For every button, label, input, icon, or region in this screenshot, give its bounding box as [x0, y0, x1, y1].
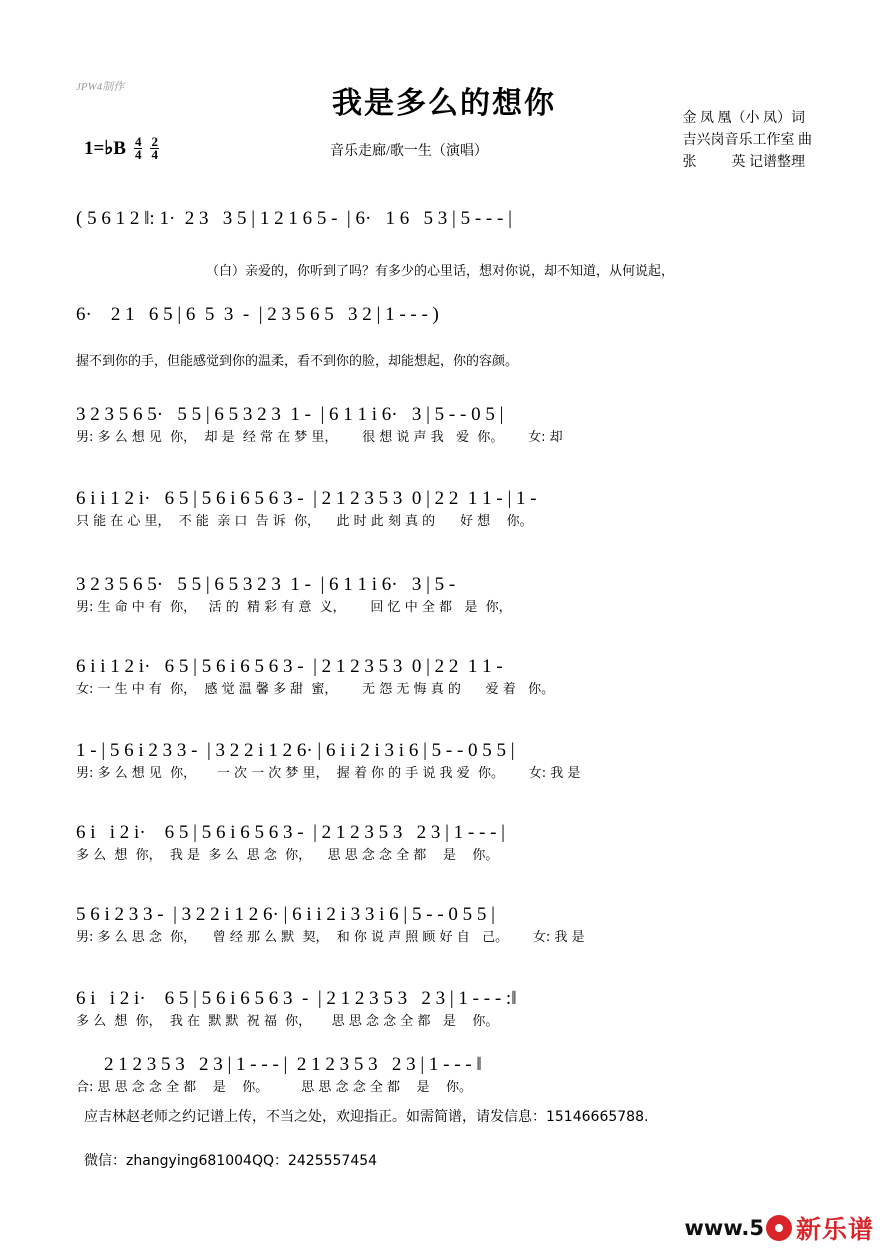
credit-composer: 吉兴岗音乐工作室 曲 [682, 133, 812, 148]
lyric-line: 男: 多 么 想 见 你， 一 次 一 次 梦 里， 握 着 你 的 手 说 我 爱 你。 女: 我 是 [76, 766, 581, 781]
music-system-5 [76, 572, 816, 618]
lyric-line: 男: 多 么 想 见 你， 却 是 经 常 在 梦 里， 很 想 说 声 我 爱 你。 女: 却 [76, 430, 563, 445]
notation-line: 5 6 i 2 3 3 - | 3 2 2 i 1 2 6· | 6 i i 2 i 3 3 i 6 | 5 - - 0 5 5 | [76, 904, 495, 925]
time-signature-44 [134, 136, 143, 161]
credits-block [683, 108, 813, 174]
lyric-line: 多 么 想 你， 我 在 默 默 祝 福 你， 思 思 念 念 全 都 是 你。 [76, 1014, 499, 1029]
notation-line: 6· 2 1 6 5 | 6 5 3 - | 2 3 5 6 5 3 2 | 1 - - - ) [76, 304, 439, 325]
notation-line: 2 1 2 3 5 3 2 3 | 1 - - - | 2 1 2 3 5 3 2 3 | 1 - - - ‖ [104, 1054, 482, 1075]
lyric-line: 只 能 在 心 里， 不 能 亲 口 告 诉 你， 此 时 此 刻 真 的 好 想 你。 [76, 514, 533, 529]
page-title: 我是多么的想你 [332, 86, 556, 121]
music-system-11 [76, 1052, 816, 1098]
site-url-label: www.5 [684, 1216, 764, 1240]
lyric-line: 多 么 想 你， 我 是 多 么 思 念 你， 思 思 念 念 全 都 是 你。 [76, 848, 499, 863]
lyric-line: （白）亲爱的，你听到了吗？有多少的心里话，想对你说，却不知道，从何说起， [206, 264, 675, 279]
site-logo [685, 1210, 874, 1246]
key-signature [84, 136, 159, 161]
footer-note-contact: 微信：zhangying681004QQ：2425557454 [84, 1153, 378, 1169]
notation-line: 6 i i 2 i· 6 5 | 5 6 i 6 5 6 3 - | 2 1 2 3 5 3 2 3 | 1 - - - :‖ [76, 988, 517, 1009]
lyric-line: 男: 生 命 中 有 你， 活 的 精 彩 有 意 义， 回 忆 中 全 都 是 你， [76, 600, 512, 615]
spoken-line-2 [76, 352, 816, 372]
music-system-3 [76, 402, 816, 448]
music-system-6 [76, 654, 816, 700]
time-signature-24 [150, 136, 159, 161]
lyric-line: 男: 多 么 思 念 你， 曾 经 那 么 默 契， 和 你 说 声 照 顾 好 自 己。 女: 我 是 [76, 930, 585, 945]
music-system-8 [76, 820, 816, 866]
time-signature-44-denominator: 4 [134, 147, 142, 162]
notation-line: 1 - | 5 6 i 2 3 3 - | 3 2 2 i 1 2 6· | 6 i i 2 i 3 i 6 | 5 - - 0 5 5 | [76, 740, 515, 761]
music-system-1 [76, 206, 816, 232]
lyric-line: 握不到你的手，但能感觉到你的温柔，看不到你的脸，却能想起，你的容颜。 [76, 354, 519, 369]
music-system-2 [76, 302, 816, 328]
notation-line: ( 5 6 1 2 ‖: 1· 2 3 3 5 | 1 2 1 6 5 - | 6· 1 6 5 3 | 5 - - - | [76, 208, 512, 229]
notation-line: 6 i i 2 i· 6 5 | 5 6 i 6 5 6 3 - | 2 1 2 3 5 3 2 3 | 1 - - - | [76, 822, 505, 843]
spoken-line-1 [76, 262, 816, 282]
notation-line: 6 i i 1 2 i· 6 5 | 5 6 i 6 5 6 3 - | 2 1 2 3 5 3 0 | 2 2 1 1 - | 1 - [76, 488, 537, 509]
notation-line: 6 i i 1 2 i· 6 5 | 5 6 i 6 5 6 3 - | 2 1 2 3 5 3 0 | 2 2 1 1 - [76, 656, 503, 677]
music-system-4 [76, 486, 816, 532]
site-brand-label: 新乐谱 [795, 1215, 874, 1244]
vinyl-disc-icon [766, 1215, 792, 1241]
credit-lyricist: 金 凤 凰（小 凤）词 [682, 111, 805, 126]
lyric-line: 合: 思 思 念 念 全 都 是 你。 思 思 念 念 全 都 是 你。 [76, 1080, 473, 1095]
time-signature-24-numerator: 2 [151, 134, 158, 149]
music-system-9 [76, 902, 816, 948]
notation-line: 3 2 3 5 6 5· 5 5 | 6 5 3 2 3 1 - | 6 1 1 i 6· 3 | 5 - [76, 574, 456, 595]
time-signature-24-denominator: 4 [151, 147, 158, 162]
music-system-10 [76, 986, 816, 1032]
music-system-7 [76, 738, 816, 784]
time-signature-44-numerator: 4 [134, 134, 142, 149]
key-signature-label: 1=♭B [84, 138, 126, 159]
footer-note-primary: 应吉林赵老师之约记谱上传，不当之处，欢迎指正。如需简谱，请发信息：15146665788. [84, 1109, 649, 1125]
lyric-line: 女: 一 生 中 有 你， 感 觉 温 馨 多 甜 蜜， 无 怨 无 悔 真 的 爱 着 你。 [76, 682, 555, 697]
notation-line: 3 2 3 5 6 5· 5 5 | 6 5 3 2 3 1 - | 6 1 1 i 6· 3 | 5 - - 0 5 | [76, 404, 504, 425]
credit-transcriber: 张 英 记谱整理 [682, 155, 805, 170]
watermark-label: JPW4制作 [76, 81, 125, 93]
performer-label: 音乐走廊/歌一生（演唱） [330, 144, 488, 159]
